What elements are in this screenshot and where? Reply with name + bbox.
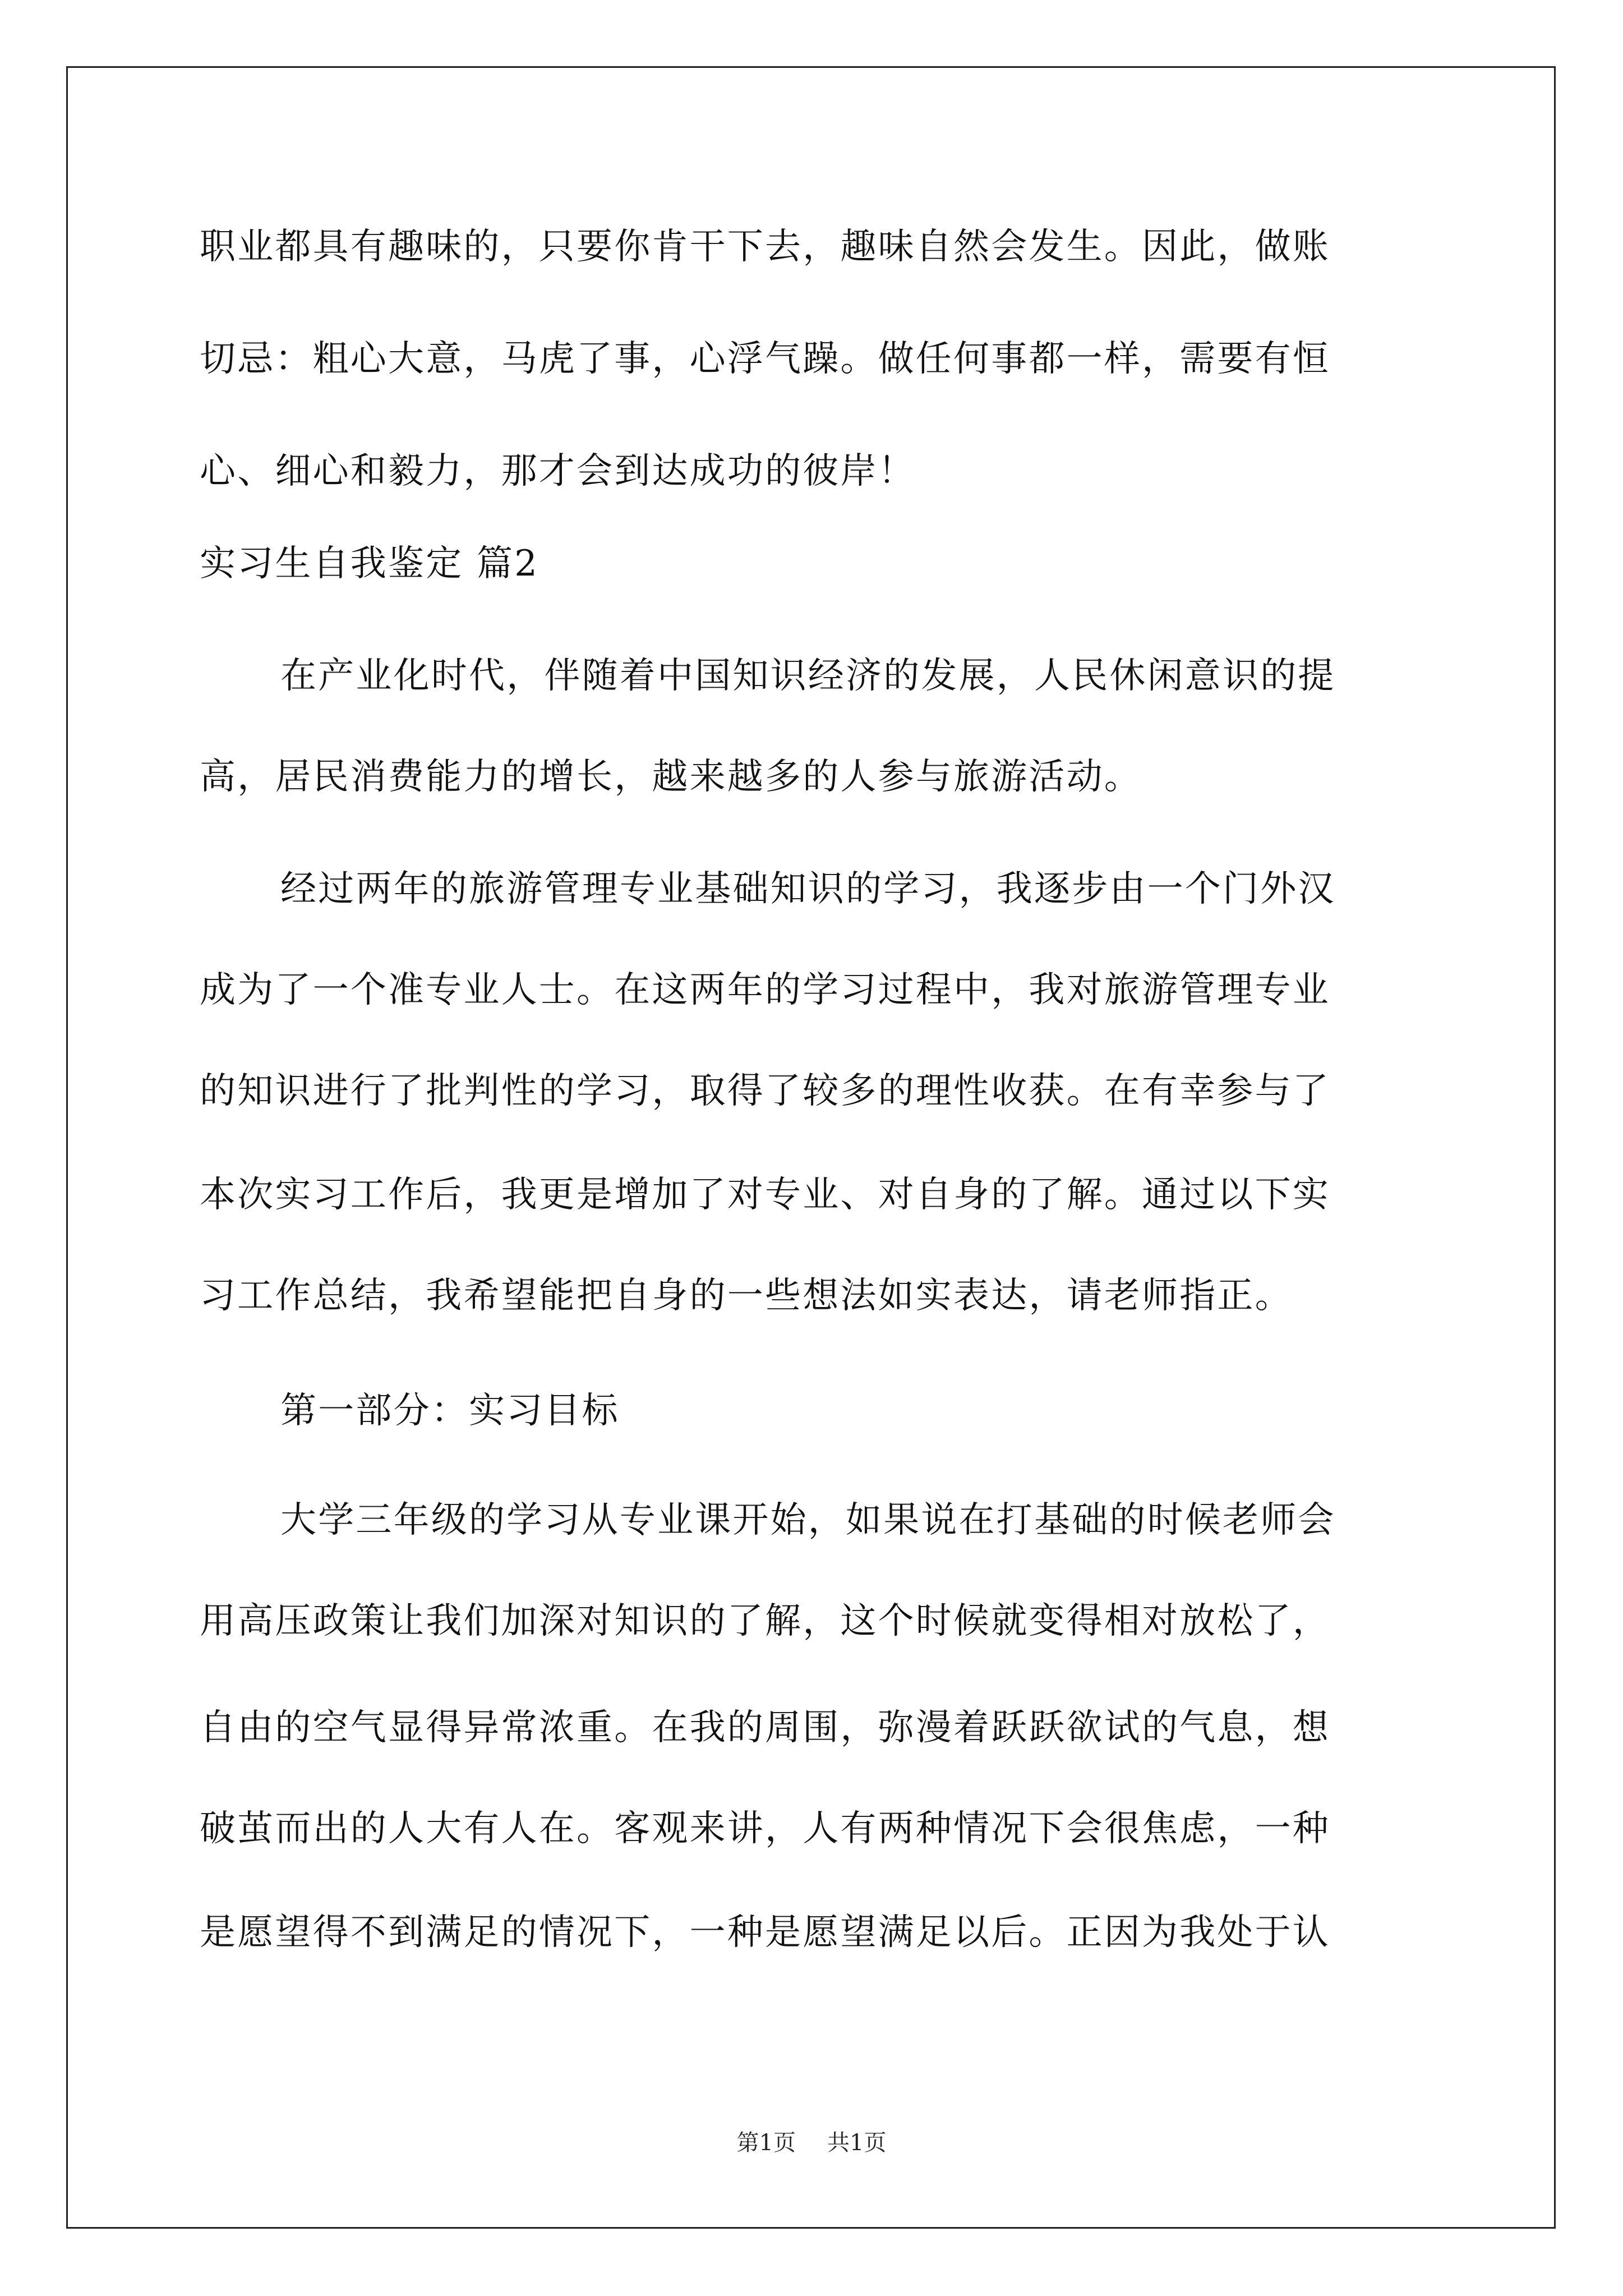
paragraph-line: 在产业化时代，伴随着中国知识经济的发展，人民休闲意识的提 (280, 655, 1336, 697)
page-number: 第1页 (736, 2130, 796, 2156)
paragraph-line: 切忌：粗心大意，马虎了事，心浮气躁。做任何事都一样，需要有恒 (200, 338, 1330, 380)
paragraph-line: 本次实习工作后，我更是增加了对专业、对自身的了解。通过以下实 (200, 1174, 1330, 1216)
section-heading: 实习生自我鉴定 篇2 (200, 543, 540, 585)
paragraph-line: 大学三年级的学习从专业课开始，如果说在打基础的时候老师会 (280, 1499, 1336, 1541)
paragraph-line: 自由的空气显得异常浓重。在我的周围，弥漫着跃跃欲试的气息，想 (200, 1707, 1330, 1749)
page-total: 共1页 (827, 2130, 887, 2156)
paragraph-line: 心、细心和毅力，那才会到达成功的彼岸！ (200, 450, 916, 492)
paragraph-line: 是愿望得不到满足的情况下，一种是愿望满足以后。正因为我处于认 (200, 1912, 1330, 1953)
paragraph-line: 成为了一个准专业人士。在这两年的学习过程中，我对旅游管理专业 (200, 969, 1330, 1011)
paragraph-line: 的知识进行了批判性的学习，取得了较多的理性收获。在有幸参与了 (200, 1070, 1330, 1112)
paragraph-line: 高，居民消费能力的增长，越来越多的人参与旅游活动。 (200, 756, 1142, 798)
page-border (66, 66, 1556, 2229)
paragraph-line: 习工作总结，我希望能把自身的一些想法如实表达，请老师指正。 (200, 1275, 1293, 1317)
paragraph-line: 用高压政策让我们加深对知识的了解，这个时候就变得相对放松了， (200, 1600, 1330, 1642)
page-footer (0, 2129, 1623, 2157)
paragraph-line: 职业都具有趣味的，只要你肯干下去，趣味自然会发生。因此，做账 (200, 226, 1330, 268)
paragraph-line: 破茧而出的人大有人在。客观来讲，人有两种情况下会很焦虑，一种 (200, 1808, 1330, 1849)
subsection-heading: 第一部分：实习目标 (280, 1390, 620, 1432)
paragraph-line: 经过两年的旅游管理专业基础知识的学习，我逐步由一个门外汉 (280, 868, 1336, 910)
